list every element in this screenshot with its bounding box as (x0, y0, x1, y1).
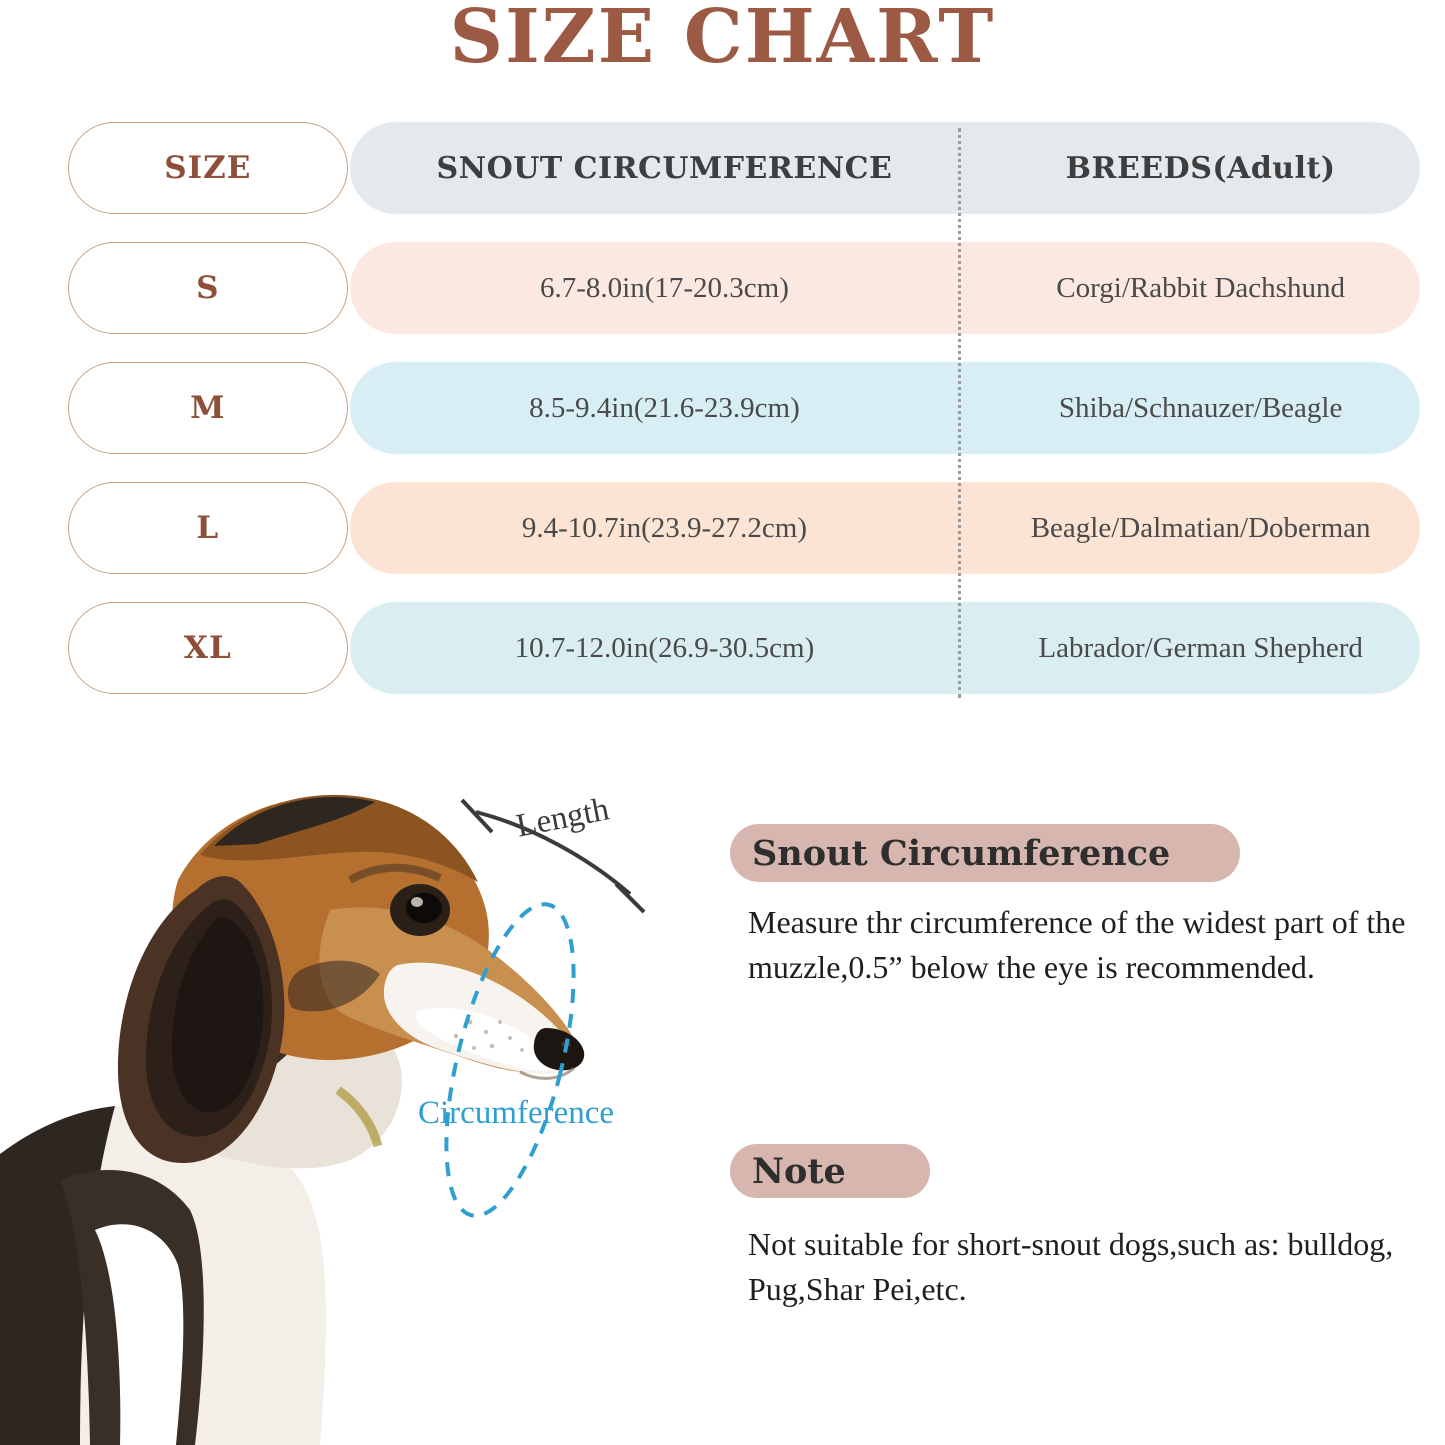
table-row (68, 482, 1420, 574)
cell-snout: 8.5-9.4in(21.6-23.9cm) (529, 391, 800, 424)
table-row (68, 242, 1420, 334)
cell-breeds: Beagle/Dalmatian/Doberman (1030, 511, 1371, 544)
snout-heading-pill: Snout Circumference (730, 824, 1240, 882)
note-heading-pill: Note (730, 1144, 930, 1198)
cell-snout: 10.7-12.0in(26.9-30.5cm) (514, 631, 815, 664)
table-header-row (68, 122, 1420, 214)
cell-size: L (68, 482, 348, 574)
header-cell-size: SIZE (68, 122, 348, 214)
table-column-divider (958, 128, 961, 698)
note-description: Not suitable for short-snout dogs,such as: bulldog, Pug,Shar Pei,etc. (748, 1226, 1394, 1308)
cell-size: M (68, 362, 348, 454)
cell-size: S (68, 242, 348, 334)
table-row (68, 362, 1420, 454)
header-cell-breeds: BREEDS(Adult) (1065, 150, 1336, 186)
cell-breeds: Labrador/German Shepherd (1038, 631, 1363, 664)
length-label: Length (513, 791, 612, 845)
circumference-label: Circumference (418, 1095, 615, 1131)
snout-description: Measure thr circumference of the widest part of the muzzle,0.5” below the eye is recommended. (748, 904, 1406, 986)
cell-breeds: Shiba/Schnauzer/Beagle (1058, 391, 1343, 424)
cell-size: XL (68, 602, 348, 694)
cell-snout: 6.7-8.0in(17-20.3cm) (540, 271, 789, 304)
cell-snout: 9.4-10.7in(23.9-27.2cm) (521, 511, 808, 544)
size-table (68, 122, 1420, 722)
header-cell-snout: SNOUT CIRCUMFERENCE (436, 150, 893, 186)
table-row (68, 602, 1420, 694)
page-title: SIZE CHART (449, 0, 996, 80)
cell-breeds: Corgi/Rabbit Dachshund (1056, 271, 1345, 304)
